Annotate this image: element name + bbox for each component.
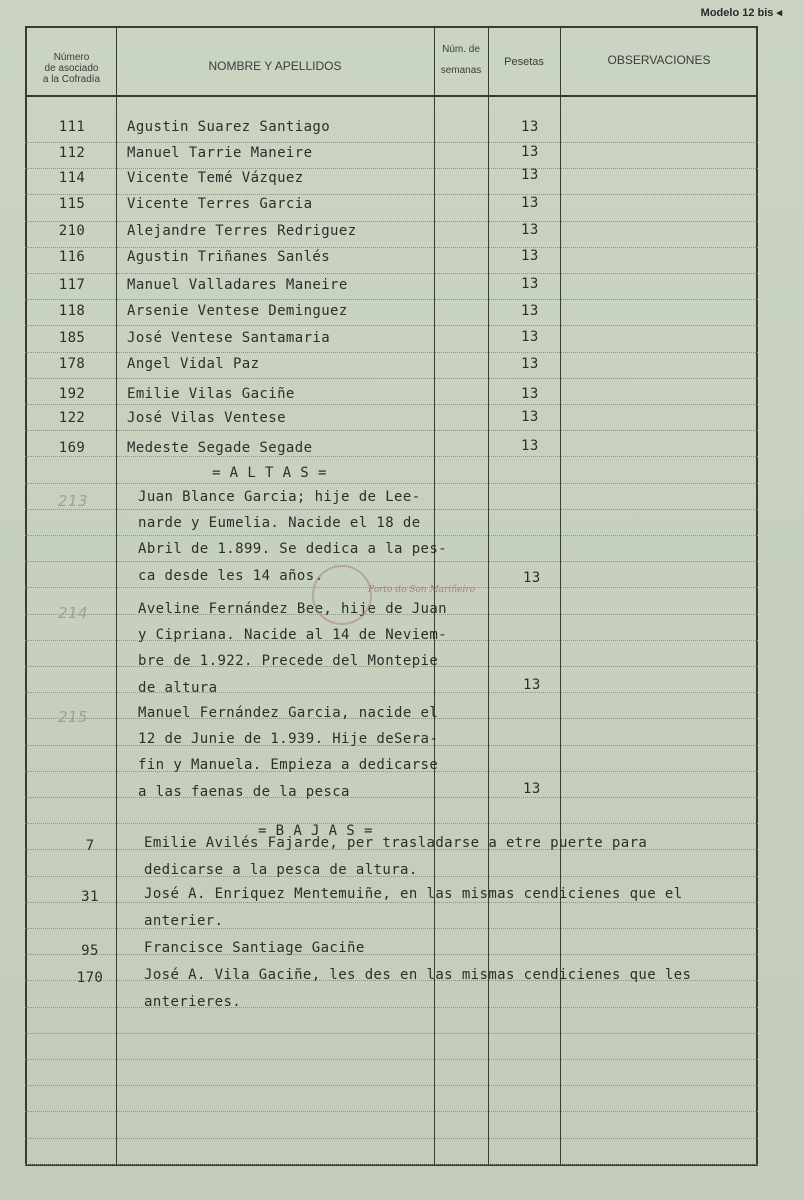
member-pesetas: 13	[521, 409, 539, 425]
ruled-line	[25, 1138, 758, 1139]
member-number: 114	[58, 170, 86, 186]
member-name: Angel Vidal Paz	[127, 356, 260, 372]
member-pesetas: 13	[521, 303, 539, 319]
member-name: Vicente Terres Garcia	[127, 196, 313, 212]
alta-line: Manuel Fernández Garcia, nacide el	[138, 705, 439, 721]
member-name: Manuel Valladares Maneire	[127, 277, 348, 293]
member-number: 122	[58, 410, 86, 426]
alta-pesetas: 13	[523, 781, 541, 797]
ruled-line	[25, 954, 758, 955]
alta-line: 12 de Junie de 1.939. Hije deSera-	[138, 731, 439, 748]
baja-number: 95	[81, 943, 99, 959]
ruled-line	[25, 1164, 758, 1165]
alta-line: fin y Manuela. Empieza a dedicarse	[138, 757, 439, 774]
stamp-text: Porto do Son Mariñeiro	[368, 585, 476, 595]
header-observaciones: OBSERVACIONES	[607, 53, 711, 67]
member-name: José Vilas Ventese	[127, 410, 286, 426]
alta-line: de altura	[138, 679, 218, 696]
alta-number: 215	[58, 708, 88, 726]
header-semanas: Núm. de semanas	[440, 44, 482, 76]
alta-line: ca desde les 14 años.	[138, 567, 324, 584]
ruled-line	[25, 430, 758, 431]
member-name: Alejandre Terres Redriguez	[127, 223, 357, 239]
alta-line: bre de 1.922. Precede del Montepie	[138, 653, 439, 670]
ruled-line	[25, 1007, 758, 1008]
alta-line: y Cipriana. Nacide al 14 de Neviem-	[138, 627, 448, 644]
ruled-line	[25, 142, 758, 143]
baja-line: Francisce Santiage Gaciñe	[144, 940, 365, 956]
column-divider-1	[116, 26, 117, 1166]
header-divider	[25, 95, 758, 97]
member-pesetas: 13	[521, 222, 539, 238]
ruled-line	[25, 535, 758, 536]
member-number: 178	[58, 356, 86, 372]
member-number: 117	[58, 277, 86, 293]
member-name: Medeste Segade Segade	[127, 440, 313, 456]
alta-line: Juan Blance Garcia; hije de Lee-	[138, 489, 421, 505]
model-label: Modelo 12 bis ◂	[700, 7, 782, 19]
baja-line: José A. Vila Gaciñe, les des en las mismas cendicienes que les	[144, 967, 692, 983]
alta-number: 213	[58, 492, 88, 510]
header-nombre: NOMBRE Y APELLIDOS	[208, 59, 342, 73]
member-number: 112	[58, 145, 86, 161]
ruled-line	[25, 247, 758, 248]
baja-line: dedicarse a la pesca de altura.	[144, 861, 418, 878]
ruled-line	[25, 352, 758, 353]
baja-line: anterieres.	[144, 993, 242, 1010]
ruled-line	[25, 561, 758, 562]
member-pesetas: 13	[521, 386, 539, 402]
ruled-line	[25, 221, 758, 222]
ruled-line	[25, 404, 758, 405]
member-name: Agustin Suarez Santiago	[127, 119, 331, 135]
alta-pesetas: 13	[523, 570, 541, 586]
member-pesetas: 13	[521, 248, 539, 264]
alta-pesetas: 13	[523, 677, 541, 693]
member-name: José Ventese Santamaria	[127, 330, 331, 346]
baja-number: 31	[81, 889, 99, 905]
member-number: 115	[58, 196, 86, 212]
ruled-line	[25, 928, 758, 929]
member-name: Agustin Triñanes Sanlés	[127, 249, 331, 265]
header-numero: Número de asociado a la Cofradía	[42, 52, 101, 85]
member-name: Vicente Temé Vázquez	[127, 170, 304, 186]
baja-number: 7	[85, 838, 95, 854]
baja-number: 170	[76, 970, 104, 986]
member-number: 111	[58, 119, 86, 135]
ruled-line	[25, 797, 758, 798]
member-pesetas: 13	[521, 144, 539, 160]
alta-line: a las faenas de la pesca	[138, 783, 350, 800]
ruled-line	[25, 692, 758, 693]
member-name: Emilie Vilas Gaciñe	[127, 386, 295, 402]
member-number: 116	[58, 249, 86, 265]
bajas-title: = B A J A S =	[258, 823, 373, 839]
member-number: 185	[58, 330, 86, 346]
member-name: Arsenie Ventese Deminguez	[127, 303, 348, 319]
header-pesetas: Pesetas	[504, 56, 544, 68]
ruled-line	[25, 325, 758, 326]
member-pesetas: 13	[521, 119, 539, 135]
ruled-line	[25, 823, 758, 824]
member-name: Manuel Tarrie Maneire	[127, 145, 313, 161]
ruled-line	[25, 1059, 758, 1060]
member-number: 169	[58, 440, 86, 456]
ruled-line	[25, 273, 758, 274]
member-pesetas: 13	[521, 329, 539, 345]
ruled-line	[25, 456, 758, 457]
ruled-line	[25, 378, 758, 379]
ruled-line	[25, 1033, 758, 1034]
ruled-line	[25, 1085, 758, 1086]
column-divider-2	[434, 26, 435, 1166]
member-number: 118	[58, 303, 86, 319]
member-pesetas: 13	[521, 167, 539, 183]
member-number: 210	[58, 223, 86, 239]
alta-line: Aveline Fernández Bee, hije de Juan	[138, 601, 448, 617]
alta-line: narde y Eumelia. Nacide el 18 de	[138, 515, 421, 532]
column-divider-4	[560, 26, 561, 1166]
member-number: 192	[58, 386, 86, 402]
ruled-line	[25, 1111, 758, 1112]
alta-number: 214	[58, 604, 88, 622]
baja-line: anterier.	[144, 912, 224, 929]
column-divider-3	[488, 26, 489, 1166]
cofradia-stamp	[312, 565, 372, 625]
altas-title: = A L T A S =	[212, 465, 327, 481]
baja-line: José A. Enriquez Mentemuiñe, en las mismas cendicienes que el	[144, 886, 683, 902]
ruled-line	[25, 299, 758, 300]
member-pesetas: 13	[521, 356, 539, 372]
ruled-line	[25, 509, 758, 510]
alta-line: Abril de 1.899. Se dedica a la pes-	[138, 541, 448, 558]
member-pesetas: 13	[521, 195, 539, 211]
member-pesetas: 13	[521, 276, 539, 292]
member-pesetas: 13	[521, 438, 539, 454]
baja-line: Emilie Avilés Fajarde, per trasladarse a etre puerte para	[144, 835, 648, 851]
ruled-line	[25, 483, 758, 484]
